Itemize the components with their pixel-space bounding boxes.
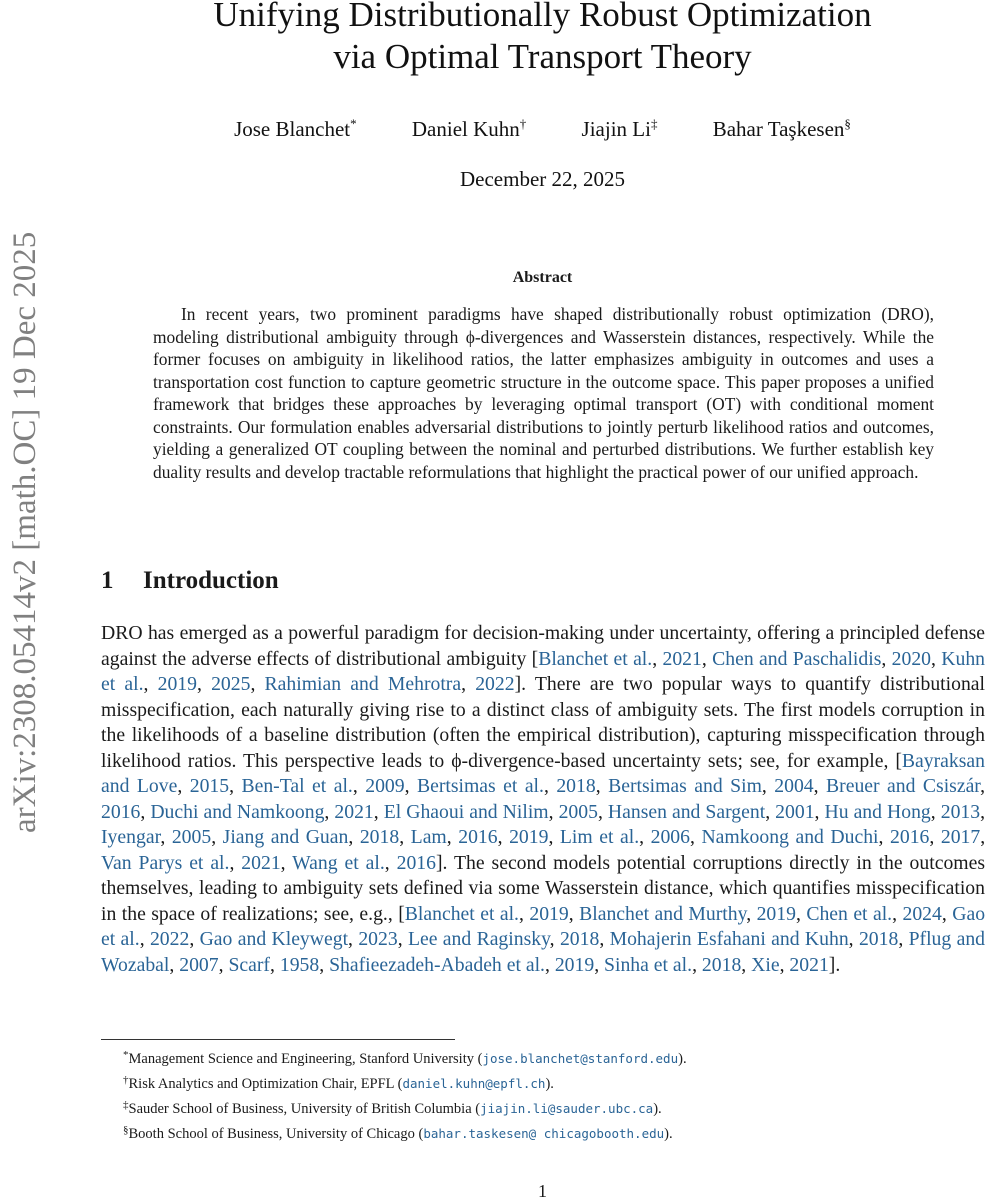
footnote-affiliation: Risk Analytics and Optimization Chair, EPFL (	[128, 1076, 403, 1092]
footnote-email-link[interactable]: jose.blanchet@stanford.edu	[482, 1051, 679, 1066]
citation-link[interactable]: Breuer and Csiszár	[826, 775, 981, 797]
citation-link[interactable]: Lam	[410, 826, 447, 848]
citation-link[interactable]: Hansen and Sargent	[607, 800, 766, 823]
author-name: Bahar Taşkesen	[712, 117, 845, 141]
footnote-email-link[interactable]: jiajin.li@sauder.ubc.ca	[480, 1101, 654, 1116]
intro-text: ,	[692, 953, 702, 976]
title-line-1: Unifying Distributionally Robust Optimization	[213, 0, 872, 34]
citation-link[interactable]: 2020	[891, 647, 931, 670]
citation-link[interactable]: 2018	[858, 928, 899, 950]
citation-link[interactable]: 2022	[149, 928, 190, 950]
citation-link[interactable]: Rahimian and Mehrotra	[264, 673, 462, 695]
citation-link[interactable]: Wang et al.	[292, 851, 385, 874]
intro-text: ,	[143, 673, 158, 695]
intro-text: ,	[348, 928, 359, 950]
citation-link[interactable]: Lim et al.	[559, 826, 640, 848]
intro-text: ,	[594, 953, 605, 976]
arxiv-stamp: arXiv:2308.05414v2 [math.OC] 19 Dec 2025	[7, 231, 43, 834]
citation-link[interactable]: 2021	[241, 851, 281, 874]
citation-link[interactable]: 2019	[157, 673, 197, 695]
citation-link[interactable]: 2025	[211, 673, 251, 695]
intro-text: ,	[229, 851, 242, 874]
citation-link[interactable]: 2024	[902, 902, 942, 925]
citation-link[interactable]: 2018	[559, 928, 600, 950]
citation-link[interactable]: Mohajerin Esfahani and Kuhn	[609, 928, 849, 950]
intro-text: ,	[218, 953, 229, 976]
intro-text: ,	[795, 902, 807, 925]
intro-text: ,	[689, 826, 702, 848]
citation-link[interactable]: 2019	[554, 953, 595, 976]
citation-link[interactable]: Kuhn et al.	[101, 647, 986, 695]
intro-text: ,	[701, 647, 713, 670]
footnote-mark: *	[123, 1049, 129, 1061]
intro-text: ,	[980, 800, 986, 823]
author	[234, 116, 357, 142]
intro-text: ,	[814, 800, 825, 823]
footnote-close: ).	[678, 1051, 687, 1067]
intro-text: ,	[549, 928, 560, 950]
intro-text: ,	[352, 775, 366, 797]
intro-text: ].	[828, 953, 841, 976]
intro-text: ,	[211, 826, 223, 848]
footnotes	[101, 1045, 985, 1145]
section-title: Introduction	[143, 567, 279, 594]
intro-text: ,	[160, 826, 172, 848]
author	[412, 116, 526, 142]
footnote-affiliation: Booth School of Business, University of Chicago (	[128, 1126, 424, 1142]
citation-link[interactable]: 2017	[940, 826, 981, 848]
intro-text: ,	[140, 800, 151, 823]
intro-text: ,	[941, 902, 953, 925]
intro-text: ,	[746, 902, 757, 925]
citation-link[interactable]: Iyengar	[101, 826, 161, 848]
intro-text: ,	[373, 800, 384, 823]
citation-link[interactable]: Bertsimas et al.	[416, 775, 544, 797]
intro-text: ,	[324, 800, 335, 823]
abstract-text: In recent years, two prominent paradigms have shaped distributionally robust optimization (DRO), modeling distributional ambiguity through ϕ-divergences and Wasserstein distances, respectively. While the former focuses on ambiguity in likelihood ratios, the latter emphasizes ambiguity in outcomes and uses a transportation cost function to capture geometric structure in the outcome space. This paper proposes a unified framework that bridges these approaches by leveraging optimal transport (OT) with conditional moment constraints. Our formulation enables adversarial distributions to jointly perturb likelihood ratios and outcomes, yielding a generalized OT coupling between the nominal and perturbed distributions. We further establish key duality results and develop tractable reformulations that highlight the practical power of our unified approach.	[153, 304, 934, 482]
title-line-2: via Optimal Transport Theory	[333, 37, 752, 76]
citation-link[interactable]: Bayraksan and Love	[101, 749, 985, 797]
citation-link[interactable]: Sinha et al.	[604, 953, 693, 976]
footnote	[101, 1045, 985, 1070]
footnote-rule	[101, 1039, 455, 1040]
intro-text: ,	[548, 826, 560, 848]
author	[713, 116, 851, 142]
intro-text: ,	[177, 775, 190, 797]
citation-link[interactable]: Duchi and Namkoong	[150, 800, 325, 823]
introduction-paragraph	[101, 621, 985, 978]
intro-text: ,	[544, 953, 555, 976]
intro-text: ,	[652, 647, 663, 670]
citation-link[interactable]: Hu and Hong	[824, 800, 931, 823]
intro-text: ,	[813, 775, 827, 797]
footnote-mark: †	[123, 1074, 129, 1086]
publication-date: December 22, 2025	[459, 167, 626, 191]
intro-text: ,	[848, 928, 859, 950]
citation-link[interactable]: 2019	[756, 902, 796, 925]
citation-link[interactable]: Scarf	[228, 953, 270, 976]
citation-link[interactable]: 2004	[774, 775, 814, 797]
citation-link[interactable]: Xie	[751, 953, 780, 976]
citation-link[interactable]: Blanchet and Murthy	[579, 902, 747, 925]
intro-text: ,	[639, 826, 651, 848]
footnote	[101, 1120, 985, 1145]
footnote-affiliation: Management Science and Engineering, Stanford University (	[128, 1051, 483, 1067]
author-mark: *	[350, 116, 357, 131]
author-name: Jose Blanchet	[234, 117, 351, 141]
citation-link[interactable]: 2007	[179, 953, 219, 976]
citation-link[interactable]: Pflug and Wozabal	[101, 928, 986, 976]
citation-link[interactable]: 2016	[396, 851, 436, 874]
intro-text: ,	[878, 826, 890, 848]
citation-link[interactable]: 2009	[365, 775, 405, 797]
author	[582, 116, 658, 142]
page-number: 1	[538, 1181, 547, 1201]
intro-text: ,	[930, 800, 941, 823]
intro-text: ,	[931, 647, 942, 670]
citation-link[interactable]: 2022	[475, 673, 515, 695]
intro-text: ]. The second models potential corruptions directly in the outcomes themselves, leading to ambiguity sets defined via some Wasserstein distance, which quantifies misspecification in the space of realizations; see, e.g., [	[101, 851, 985, 925]
footnote	[101, 1070, 985, 1095]
intro-text: ,	[898, 928, 909, 950]
footnote-email-link[interactable]: bahar.taskesen@ chicagobooth.edu	[423, 1126, 665, 1141]
author-name: Daniel Kuhn	[411, 117, 520, 141]
intro-text: ,	[980, 826, 986, 848]
paper-title	[100, 0, 985, 78]
citation-link[interactable]: Gao and Kleywegt	[199, 928, 349, 950]
citation-link[interactable]: 2019	[529, 902, 569, 925]
citation-link[interactable]: 2018	[701, 953, 742, 976]
author-list	[100, 116, 985, 142]
citation-link[interactable]: 2015	[189, 775, 230, 797]
citation-link[interactable]: Jiang and Guan	[222, 826, 349, 848]
intro-text: ,	[189, 928, 200, 950]
citation-link[interactable]: 1958	[279, 953, 320, 976]
citation-link[interactable]: Chen et al.	[806, 902, 893, 925]
intro-text: ,	[761, 775, 775, 797]
citation-link[interactable]: 2006	[650, 826, 690, 848]
citation-link[interactable]: Chen and Paschalidis	[712, 647, 882, 670]
citation-link[interactable]: 2019	[509, 826, 549, 848]
intro-text: ,	[518, 902, 530, 925]
footnote-affiliation: Sauder School of Business, University of British Columbia (	[128, 1101, 481, 1117]
intro-text: ,	[595, 775, 609, 797]
intro-text: ,	[765, 800, 776, 823]
citation-link[interactable]: Bertsimas and Sim	[608, 775, 762, 797]
citation-link[interactable]: 2016	[890, 826, 930, 848]
citation-link[interactable]: Van Parys et al.	[101, 851, 230, 874]
citation-link[interactable]: 2021	[789, 953, 829, 976]
intro-text: ,	[196, 673, 212, 695]
citation-link[interactable]: 2005	[171, 826, 212, 848]
intro-text: ,	[568, 902, 580, 925]
citation-link[interactable]: Blanchet et al.	[404, 902, 519, 925]
author-name: Jiajin Li	[581, 117, 651, 141]
intro-text: ,	[881, 647, 892, 670]
intro-text: ,	[280, 851, 293, 874]
intro-text: ,	[980, 775, 985, 797]
footnote	[101, 1095, 985, 1120]
intro-text: DRO has emerged as a powerful paradigm for decision-making under uncertainty, offering a principled defense against the adverse effects of distributional ambiguity [	[101, 622, 985, 670]
author-mark: †	[519, 116, 527, 131]
intro-text: ,	[250, 673, 265, 695]
citation-link[interactable]: 2005	[558, 800, 598, 823]
footnote-email-link[interactable]: daniel.kuhn@epfl.ch	[402, 1076, 546, 1091]
section-heading	[101, 567, 279, 595]
intro-text: ,	[397, 928, 408, 950]
intro-text: ,	[399, 826, 411, 848]
intro-text: ,	[461, 673, 476, 695]
footnote-close: ).	[653, 1101, 662, 1117]
citation-link[interactable]: 2021	[334, 800, 374, 823]
citation-link[interactable]: Namkoong and Duchi	[701, 826, 879, 848]
section-number: 1	[101, 567, 114, 594]
intro-text: ,	[169, 953, 180, 976]
intro-text: ,	[139, 928, 150, 950]
citation-link[interactable]: 2016	[458, 826, 498, 848]
intro-text: ,	[446, 826, 459, 848]
intro-text: ,	[348, 826, 360, 848]
citation-link[interactable]: Lee and Raginsky	[407, 928, 550, 950]
citation-link[interactable]: 2023	[358, 928, 398, 950]
intro-text: ,	[929, 826, 941, 848]
intro-text: ]. There are two popular ways to quantify distributional misspecification, each naturally giving rise to a distinct class of ambiguity sets. The first models corruption in the likelihoods of a baseline distribution (often the empirical distribution), capturing misspecification through likelihood ratios. This perspective leads to ϕ-divergence-based uncertainty sets; see, for example, [	[101, 673, 986, 772]
intro-text: ,	[599, 928, 610, 950]
intro-text: ,	[741, 953, 752, 976]
author-mark: §	[844, 116, 851, 131]
intro-text: ,	[548, 800, 559, 823]
citation-link[interactable]: El Ghaoui and Nilim	[383, 800, 549, 823]
abstract-heading: Abstract	[512, 269, 573, 286]
intro-text: ,	[229, 775, 242, 797]
intro-text: ,	[497, 826, 510, 848]
intro-text: ,	[270, 953, 280, 976]
footnote-close: ).	[545, 1076, 554, 1092]
footnote-mark: §	[123, 1124, 129, 1136]
footnote-close: ).	[664, 1126, 673, 1142]
intro-text: ,	[404, 775, 417, 797]
intro-text: ,	[319, 953, 330, 976]
citation-link[interactable]: 2018	[556, 775, 596, 797]
citation-link[interactable]: 2018	[359, 826, 400, 848]
intro-text: ,	[779, 953, 790, 976]
citation-link[interactable]: Blanchet et al.	[538, 647, 653, 670]
citation-link[interactable]: Gao et al.	[101, 902, 986, 950]
footnote-mark: ‡	[123, 1099, 129, 1111]
citation-link[interactable]: Ben-Tal et al.	[241, 775, 353, 797]
citation-link[interactable]: 2001	[775, 800, 815, 823]
citation-link[interactable]: 2013	[940, 800, 981, 823]
intro-text: ,	[892, 902, 903, 925]
intro-text: ,	[384, 851, 397, 874]
citation-link[interactable]: 2021	[662, 647, 702, 670]
citation-link[interactable]: Shafieezadeh-Abadeh et al.	[329, 953, 545, 976]
intro-text: ,	[597, 800, 608, 823]
author-mark: ‡	[650, 116, 658, 131]
intro-text: ,	[543, 775, 557, 797]
citation-link[interactable]: 2016	[101, 800, 141, 823]
